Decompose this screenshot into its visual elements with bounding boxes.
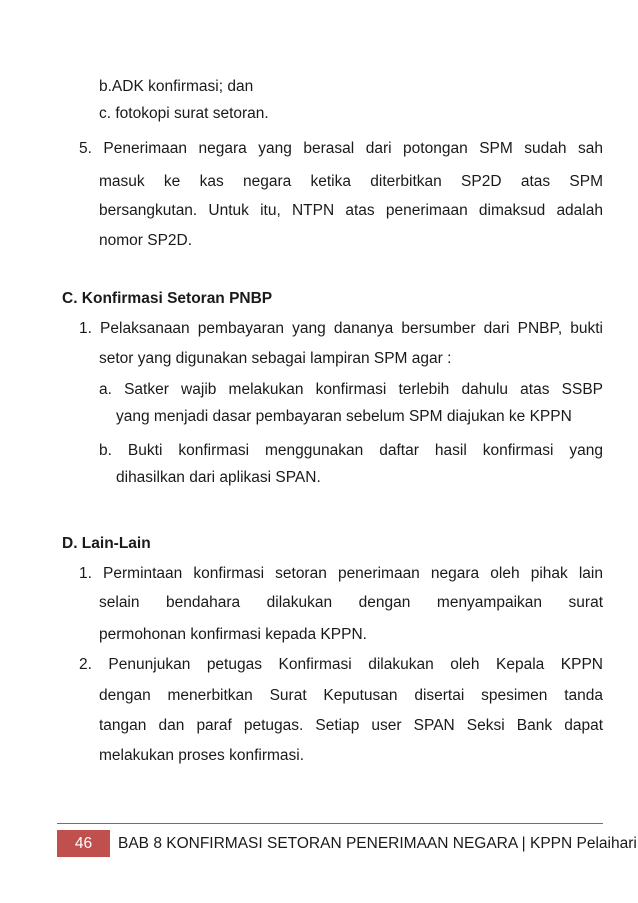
list-item-b-adk: b.ADK konfirmasi; dan [99,78,254,95]
list-item-c-fotokopi: c. fotokopi surat setoran. [99,105,269,122]
list-item-5-line4: nomor SP2D. [99,232,193,249]
list-item-5-line3: bersangkutan. Untuk itu, NTPN atas penerimaan dimaksud adalah [99,202,603,219]
list-item-c1a-line2: yang menjadi dasar pembayaran sebelum SPM diajukan ke KPPN [116,408,572,425]
list-item-d2-line2: dengan menerbitkan Surat Keputusan disertai spesimen tanda [99,687,603,704]
footer-divider [57,823,603,824]
page-number: 46 [57,830,110,857]
list-item-d1-line1: 1. Permintaan konfirmasi setoran penerimaan negara oleh pihak lain [79,565,603,582]
list-item-c1a-line1: a. Satker wajib melakukan konfirmasi terlebih dahulu atas SSBP [99,381,603,398]
list-item-d2-line4: melakukan proses konfirmasi. [99,747,305,764]
section-heading-c: C. Konfirmasi Setoran PNBP [62,290,273,307]
list-item-5-line1: 5. Penerimaan negara yang berasal dari potongan SPM sudah sah [79,140,603,157]
list-item-c1-line2: setor yang digunakan sebagai lampiran SPM agar : [99,350,452,367]
list-item-5-line2: masuk ke kas negara ketika diterbitkan SP2D atas SPM [99,173,603,190]
footer-title: BAB 8 KONFIRMASI SETORAN PENERIMAAN NEGARA | KPPN Pelaihari [118,835,637,852]
list-item-d2-line3: tangan dan paraf petugas. Setiap user SPAN Seksi Bank dapat [99,717,603,734]
list-item-c1b-line1: b. Bukti konfirmasi menggunakan daftar hasil konfirmasi yang [99,442,603,459]
list-item-d1-line3: permohonan konfirmasi kepada KPPN. [99,626,367,643]
section-heading-d: D. Lain-Lain [62,535,151,552]
list-item-d2-line1: 2. Penunjukan petugas Konfirmasi dilakukan oleh Kepala KPPN [79,656,603,673]
list-item-c1-line1: 1. Pelaksanaan pembayaran yang dananya bersumber dari PNBP, bukti [79,320,603,337]
list-item-d1-line2: selain bendahara dilakukan dengan menyampaikan surat [99,594,603,611]
list-item-c1b-line2: dihasilkan dari aplikasi SPAN. [116,469,321,486]
